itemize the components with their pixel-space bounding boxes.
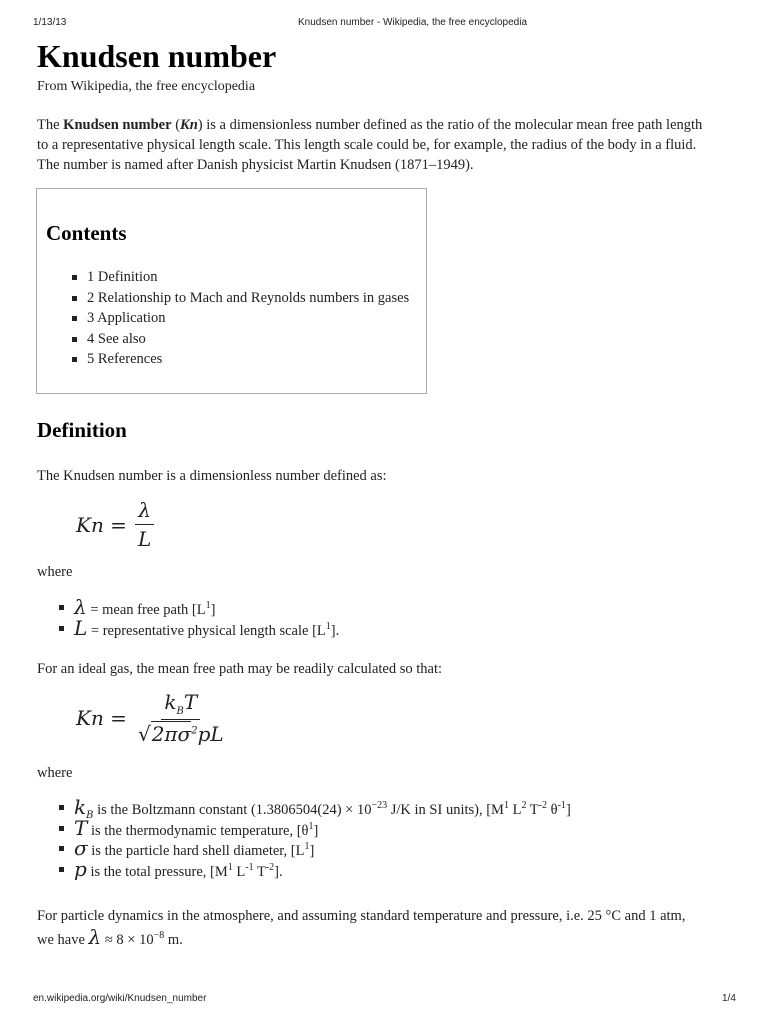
print-page-title: Knudsen number - Wikipedia, the free encyclopedia xyxy=(298,17,528,28)
eq1-lhs: Kn = xyxy=(76,512,127,537)
sym-lambda: λ xyxy=(88,925,102,949)
print-date: 1/13/13 xyxy=(33,17,67,28)
exponent: −23 xyxy=(371,800,388,811)
var-sigma xyxy=(56,838,571,859)
var-l xyxy=(56,615,340,640)
exponent: 1 xyxy=(503,800,509,811)
variables-list-1 xyxy=(56,597,339,638)
intro-line-2: to a representative physical length scale. This length scale could be, for example, the radius of the body in a fluid. xyxy=(37,137,697,153)
definition-intro: The Knudsen number is a dimensionless number defined as: xyxy=(37,468,387,484)
atm-text: ≈ 8 × 10 xyxy=(101,932,154,948)
exponent: 1 xyxy=(325,620,331,632)
eq2-sub-b: B xyxy=(176,706,184,717)
eq2-denominator: $√2\pi\sigma^2pL$ xyxy=(137,722,224,746)
eq2-numerator xyxy=(161,690,200,720)
var-kb xyxy=(56,795,571,821)
eq1-denominator: L xyxy=(137,527,152,551)
atm-text: m. xyxy=(164,932,183,948)
var-text: θ xyxy=(547,802,558,818)
exponent: 1 xyxy=(227,861,233,873)
exponent: −8 xyxy=(153,930,165,941)
var-text: T xyxy=(526,802,539,818)
var-text: = representative physical length scale [L xyxy=(87,622,326,639)
exponent: 1 xyxy=(304,841,310,852)
eq1-numerator: λ xyxy=(135,498,154,525)
symbol-kn: Kn xyxy=(180,117,198,133)
eq2-square: 2 xyxy=(191,725,198,737)
var-text: ] xyxy=(210,602,216,618)
eq2-pl: pL xyxy=(197,722,224,746)
sym-p: p xyxy=(74,856,87,881)
variables-list-2 xyxy=(56,797,571,879)
sym-k: k xyxy=(74,795,87,819)
toc-item-application[interactable]: 3 Application xyxy=(69,308,409,329)
toc-item-relationship[interactable]: 2 Relationship to Mach and Reynolds numbers in gases xyxy=(69,288,409,309)
intro-text: ) is a dimensionless number defined as the ratio of the molecular mean free path length xyxy=(197,117,703,133)
exponent: -1 xyxy=(557,800,566,811)
exponent: -2 xyxy=(265,861,275,873)
exponent: 2 xyxy=(521,800,527,811)
toc-item-see-also[interactable]: 4 See also xyxy=(69,329,409,350)
var-text: is the Boltzmann constant (1.3806504(24) × 10 xyxy=(93,802,372,818)
exponent: 1 xyxy=(308,820,314,832)
atm-text: we have xyxy=(37,932,89,948)
var-text: T xyxy=(253,863,266,880)
var-text: ]. xyxy=(330,622,340,639)
where-label-1: where xyxy=(37,564,73,580)
sym-l: L xyxy=(74,615,88,640)
table-of-contents xyxy=(36,188,427,394)
exponent: -2 xyxy=(538,800,548,811)
sym-lambda: λ xyxy=(74,595,87,619)
eq2-fraction xyxy=(135,690,227,746)
toc-item-definition[interactable]: 1 Definition xyxy=(69,267,409,288)
exponent: 1 xyxy=(205,600,211,611)
var-text: = mean free path [L xyxy=(86,602,206,618)
eq2-t: T xyxy=(183,690,198,714)
var-text: is the thermodynamic temperature, [θ xyxy=(87,822,309,839)
var-text: is the particle hard shell diameter, [L xyxy=(87,843,305,859)
sym-sub-b: B xyxy=(86,809,94,821)
intro-text: ( xyxy=(171,117,181,133)
equation-kn-ideal-gas xyxy=(76,690,227,746)
print-page-number: 1/4 xyxy=(722,993,736,1004)
bold-term: Knudsen number xyxy=(63,117,172,133)
intro-line-3: The number is named after Danish physicist Martin Knudsen (1871–1949). xyxy=(37,157,474,173)
toc-list xyxy=(69,267,409,370)
toc-heading: Contents xyxy=(46,221,127,245)
ideal-gas-text: For an ideal gas, the mean free path may be readily calculated so that: xyxy=(37,661,443,677)
var-text: L xyxy=(508,802,522,818)
var-p xyxy=(56,856,571,881)
var-text: J/K in SI units), [M xyxy=(387,802,504,818)
atmosphere-line-1: For particle dynamics in the atmosphere, and assuming standard temperature and pressure, i.e. 25 °C and 1 atm, xyxy=(37,908,686,924)
print-url: en.wikipedia.org/wiki/Knudsen_number xyxy=(33,993,207,1004)
eq2-lhs: Kn = xyxy=(76,706,127,730)
atmosphere-line-2 xyxy=(37,927,183,952)
section-heading-definition: Definition xyxy=(37,418,127,442)
var-text: ] xyxy=(313,822,319,839)
sym-sigma: σ xyxy=(74,836,88,860)
sym-t: T xyxy=(74,815,88,840)
intro-line-1 xyxy=(37,115,702,135)
article-tagline: From Wikipedia, the free encyclopedia xyxy=(37,79,256,94)
where-label-2: where xyxy=(37,765,73,781)
var-text: L xyxy=(232,863,246,880)
eq1-fraction xyxy=(135,498,154,551)
equation-kn-ratio xyxy=(76,498,154,551)
var-t xyxy=(56,815,571,840)
var-text: ]. xyxy=(274,863,283,880)
toc-item-references[interactable]: 5 References xyxy=(69,349,409,370)
var-text: is the total pressure, [M xyxy=(86,863,228,880)
var-text: ] xyxy=(309,843,315,859)
intro-text: The xyxy=(37,117,64,133)
eq2-sqrt-content: 2πσ xyxy=(151,722,192,746)
exponent: -1 xyxy=(245,861,254,873)
var-lambda xyxy=(56,597,339,618)
eq2-k: k xyxy=(164,690,177,714)
var-text: ] xyxy=(565,802,571,818)
article-title: Knudsen number xyxy=(37,38,277,74)
